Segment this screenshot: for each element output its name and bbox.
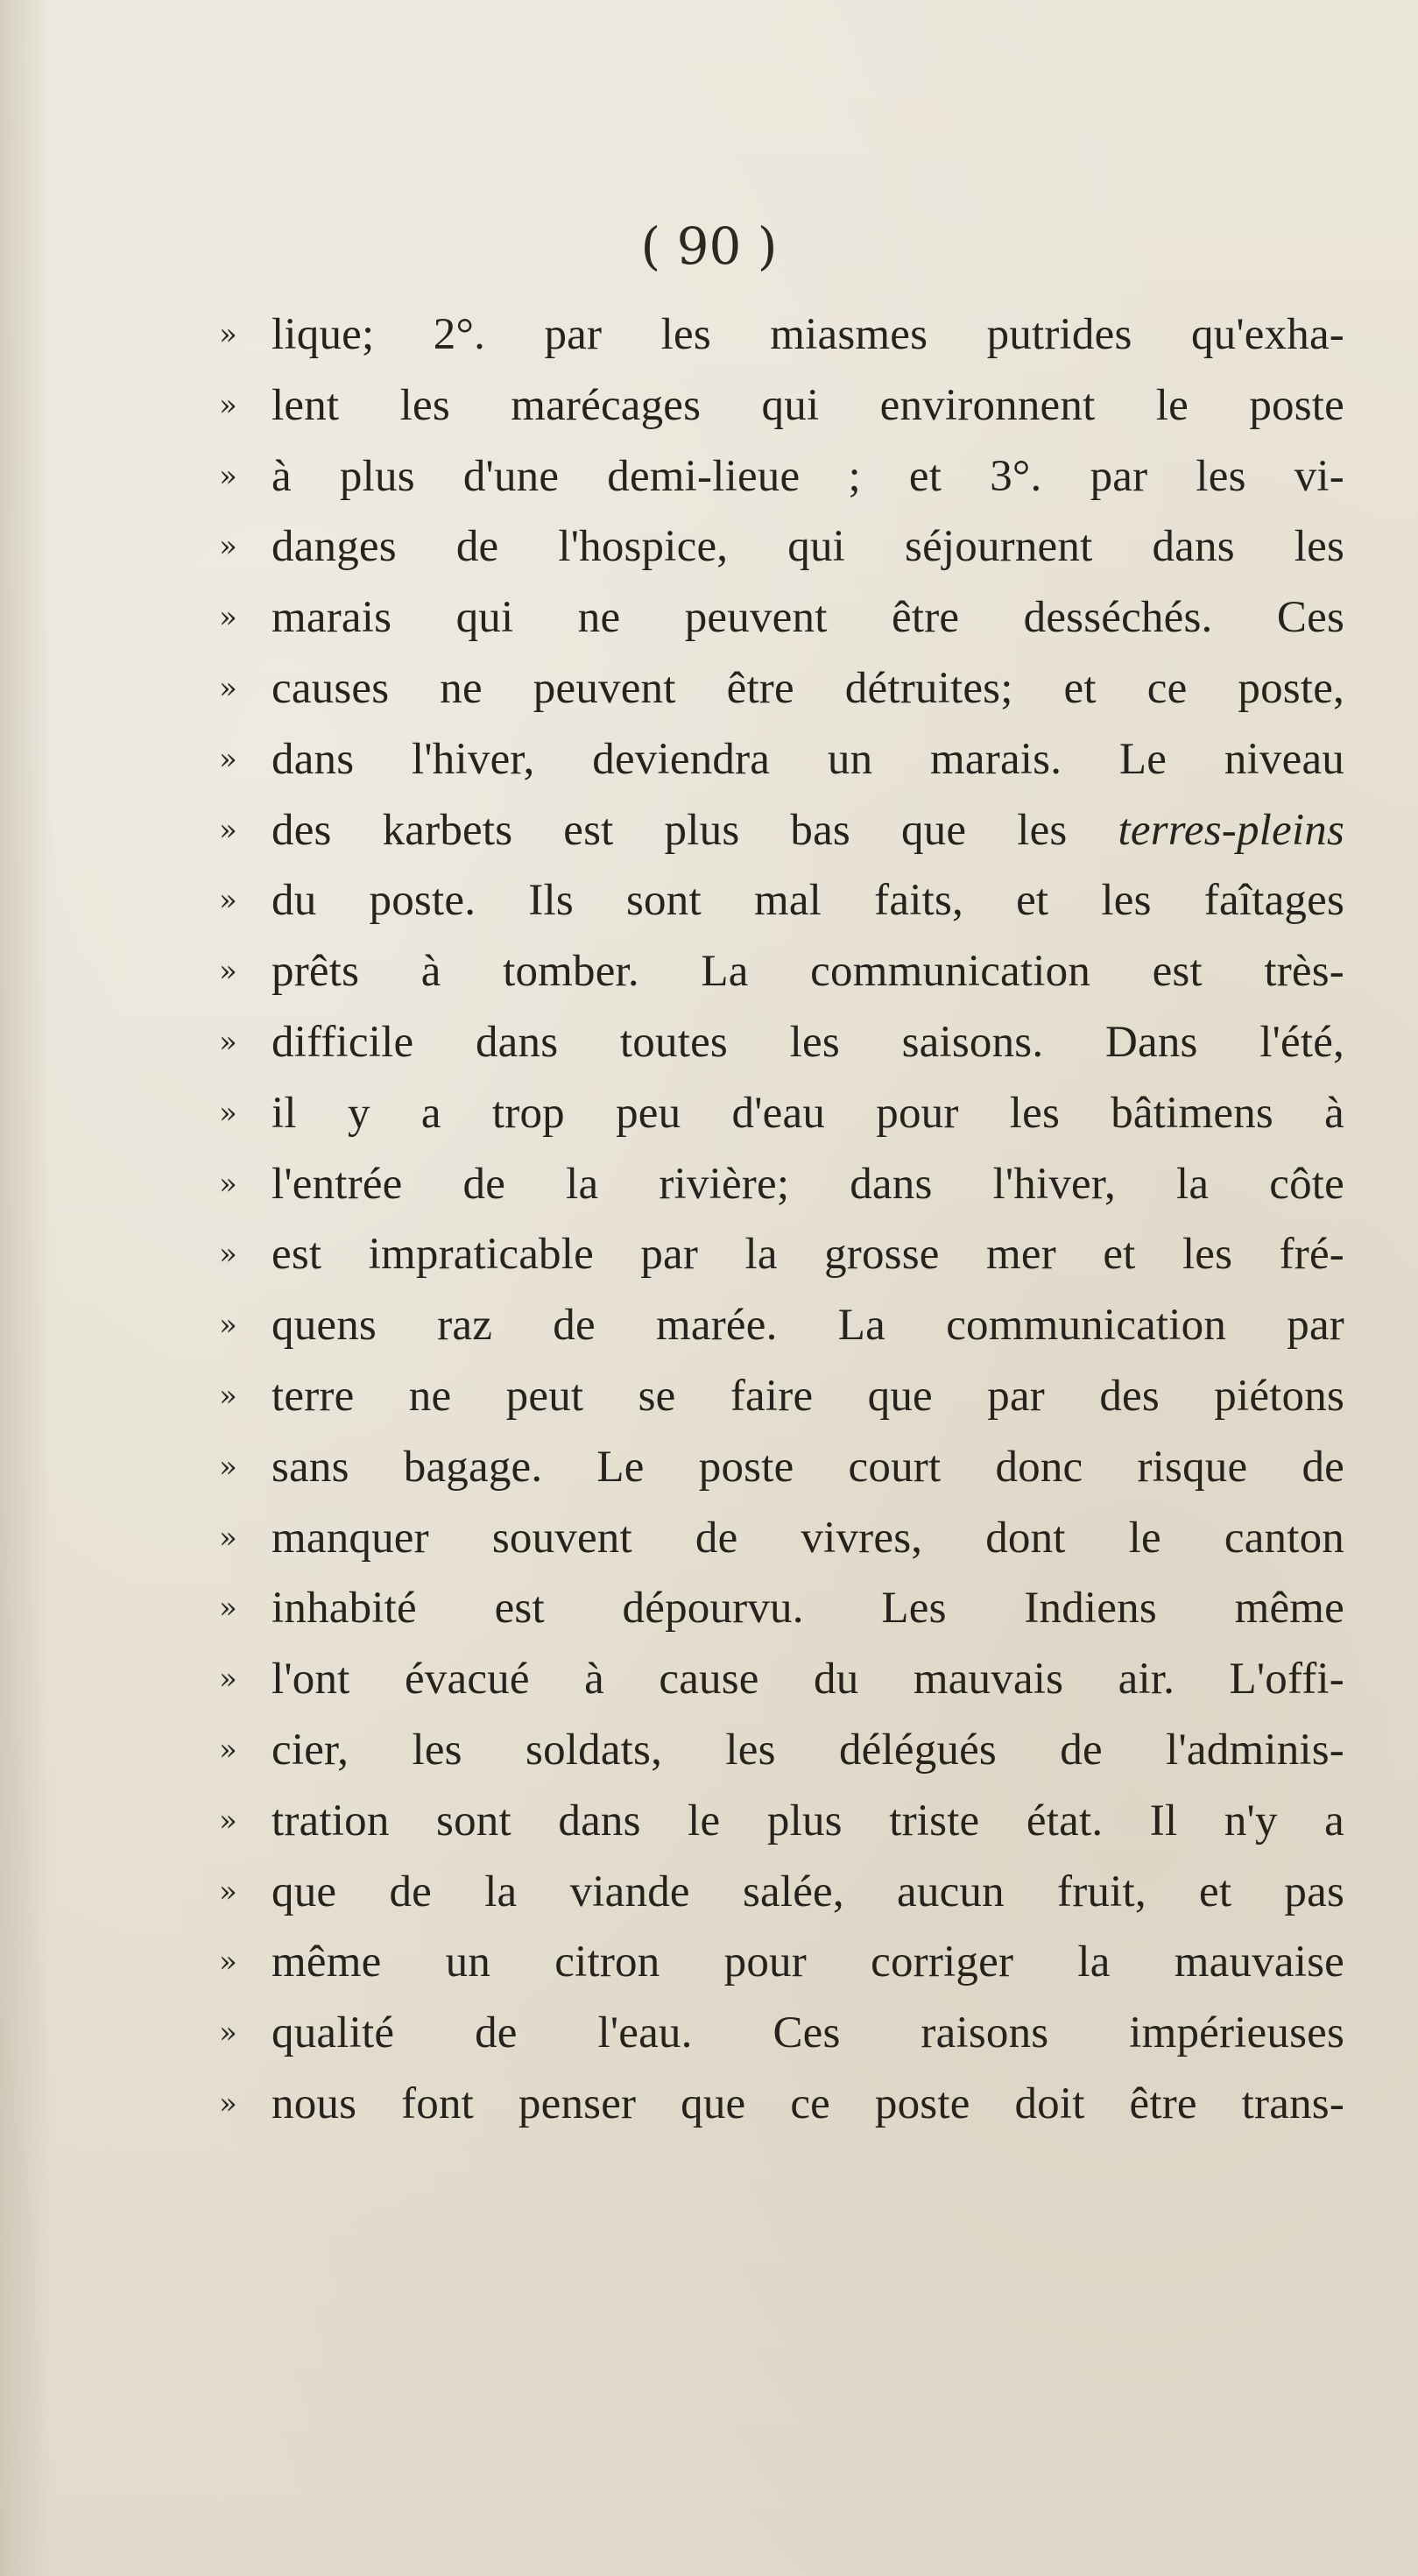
quote-mark: » [219, 1520, 238, 1556]
quote-mark: » [219, 2086, 238, 2121]
line-text: sans bagage. Le poste court donc risque de [272, 1442, 1344, 1492]
text-line [219, 1149, 1344, 1220]
line-text: nous font penser que ce poste doit être trans- [272, 2078, 1344, 2128]
line-text: tration sont dans le plus triste état. Il n'y a [272, 1796, 1344, 1846]
quote-mark: » [219, 670, 238, 706]
line-text: est impraticable par la grosse mer et les fré- [272, 1230, 1344, 1280]
quote-mark: » [219, 1024, 238, 1060]
line-text: lent les marécages qui environnent le poste [272, 380, 1344, 430]
line-text: l'entrée de la rivière; dans l'hiver, la côte [272, 1159, 1344, 1209]
line-text: qualité de l'eau. Ces raisons impérieuses [272, 2008, 1344, 2058]
quote-mark: » [219, 1378, 238, 1414]
line-text: à plus d'une demi-lieue ; et 3°. par les vi- [272, 451, 1344, 501]
quote-mark: » [219, 812, 238, 848]
text-line [219, 512, 1344, 582]
quote-mark: » [219, 1449, 238, 1485]
line-text-roman: des karbets est plus bas que les [272, 805, 1118, 855]
text-line [219, 724, 1344, 795]
text-line [219, 1503, 1344, 1574]
line-text: lique; 2°. par les miasmes putrides qu'exha- [272, 310, 1344, 359]
text-line [219, 1927, 1344, 1998]
page-number: ( 90 ) [640, 216, 778, 276]
text-line [219, 1007, 1344, 1078]
body-text [219, 300, 1344, 2140]
line-text: danges de l'hospice, qui séjournent dans les [272, 522, 1344, 572]
line-text: il y a trop peu d'eau pour les bâtimens à [272, 1088, 1344, 1138]
line-text: manquer souvent de vivres, dont le canton [272, 1513, 1344, 1563]
page-gutter-shadow [0, 0, 53, 2576]
text-line [219, 1998, 1344, 2069]
quote-mark: » [219, 1732, 238, 1768]
line-text [272, 795, 1344, 866]
line-text: cier, les soldats, les délégués de l'adminis- [272, 1725, 1344, 1775]
quote-mark: » [219, 1237, 238, 1273]
text-line [219, 1644, 1344, 1715]
line-text: causes ne peuvent être détruites; et ce poste, [272, 663, 1344, 713]
text-line [219, 795, 1344, 866]
quote-mark: » [219, 1944, 238, 1980]
line-text: difficile dans toutes les saisons. Dans l'été, [272, 1017, 1344, 1067]
text-line [219, 1290, 1344, 1361]
text-line [219, 1786, 1344, 1857]
quote-mark: » [219, 883, 238, 919]
quote-mark: » [219, 1874, 238, 1909]
quote-mark: » [219, 600, 238, 636]
line-text: du poste. Ils sont mal faits, et les faîtages [272, 876, 1344, 926]
text-line [219, 1715, 1344, 1786]
line-text: que de la viande salée, aucun fruit, et pas [272, 1867, 1344, 1916]
text-line [219, 1361, 1344, 1432]
line-text: terre ne peut se faire que par des piétons [272, 1371, 1344, 1421]
quote-mark: » [219, 529, 238, 565]
text-line [219, 1573, 1344, 1644]
text-line [219, 653, 1344, 724]
quote-mark: » [219, 1591, 238, 1627]
text-line [219, 300, 1344, 371]
line-text: dans l'hiver, deviendra un marais. Le niveau [272, 734, 1344, 784]
quote-mark: » [219, 387, 238, 423]
line-text-italic: terres-pleins [1118, 805, 1344, 855]
text-line [219, 1078, 1344, 1149]
quote-mark: » [219, 317, 238, 352]
text-line [219, 1432, 1344, 1503]
line-text: marais qui ne peuvent être desséchés. Ces [272, 593, 1344, 643]
text-line [219, 865, 1344, 936]
text-line [219, 1857, 1344, 1928]
text-line [219, 2069, 1344, 2140]
quote-mark: » [219, 2015, 238, 2051]
line-text: même un citron pour corriger la mauvaise [272, 1937, 1344, 1987]
quote-mark: » [219, 1308, 238, 1344]
quote-mark: » [219, 1095, 238, 1131]
line-text: inhabité est dépourvu. Les Indiens même [272, 1584, 1344, 1634]
text-line [219, 936, 1344, 1007]
text-line [219, 441, 1344, 512]
quote-mark: » [219, 1166, 238, 1202]
quote-mark: » [219, 1803, 238, 1838]
text-line [219, 371, 1344, 441]
quote-mark: » [219, 741, 238, 777]
text-line [219, 582, 1344, 653]
text-line [219, 1219, 1344, 1290]
quote-mark: » [219, 954, 238, 990]
quote-mark: » [219, 458, 238, 494]
line-text: prêts à tomber. La communication est très- [272, 947, 1344, 997]
line-text: l'ont évacué à cause du mauvais air. L'offi- [272, 1655, 1344, 1704]
line-text: quens raz de marée. La communication par [272, 1301, 1344, 1351]
quote-mark: » [219, 1662, 238, 1697]
